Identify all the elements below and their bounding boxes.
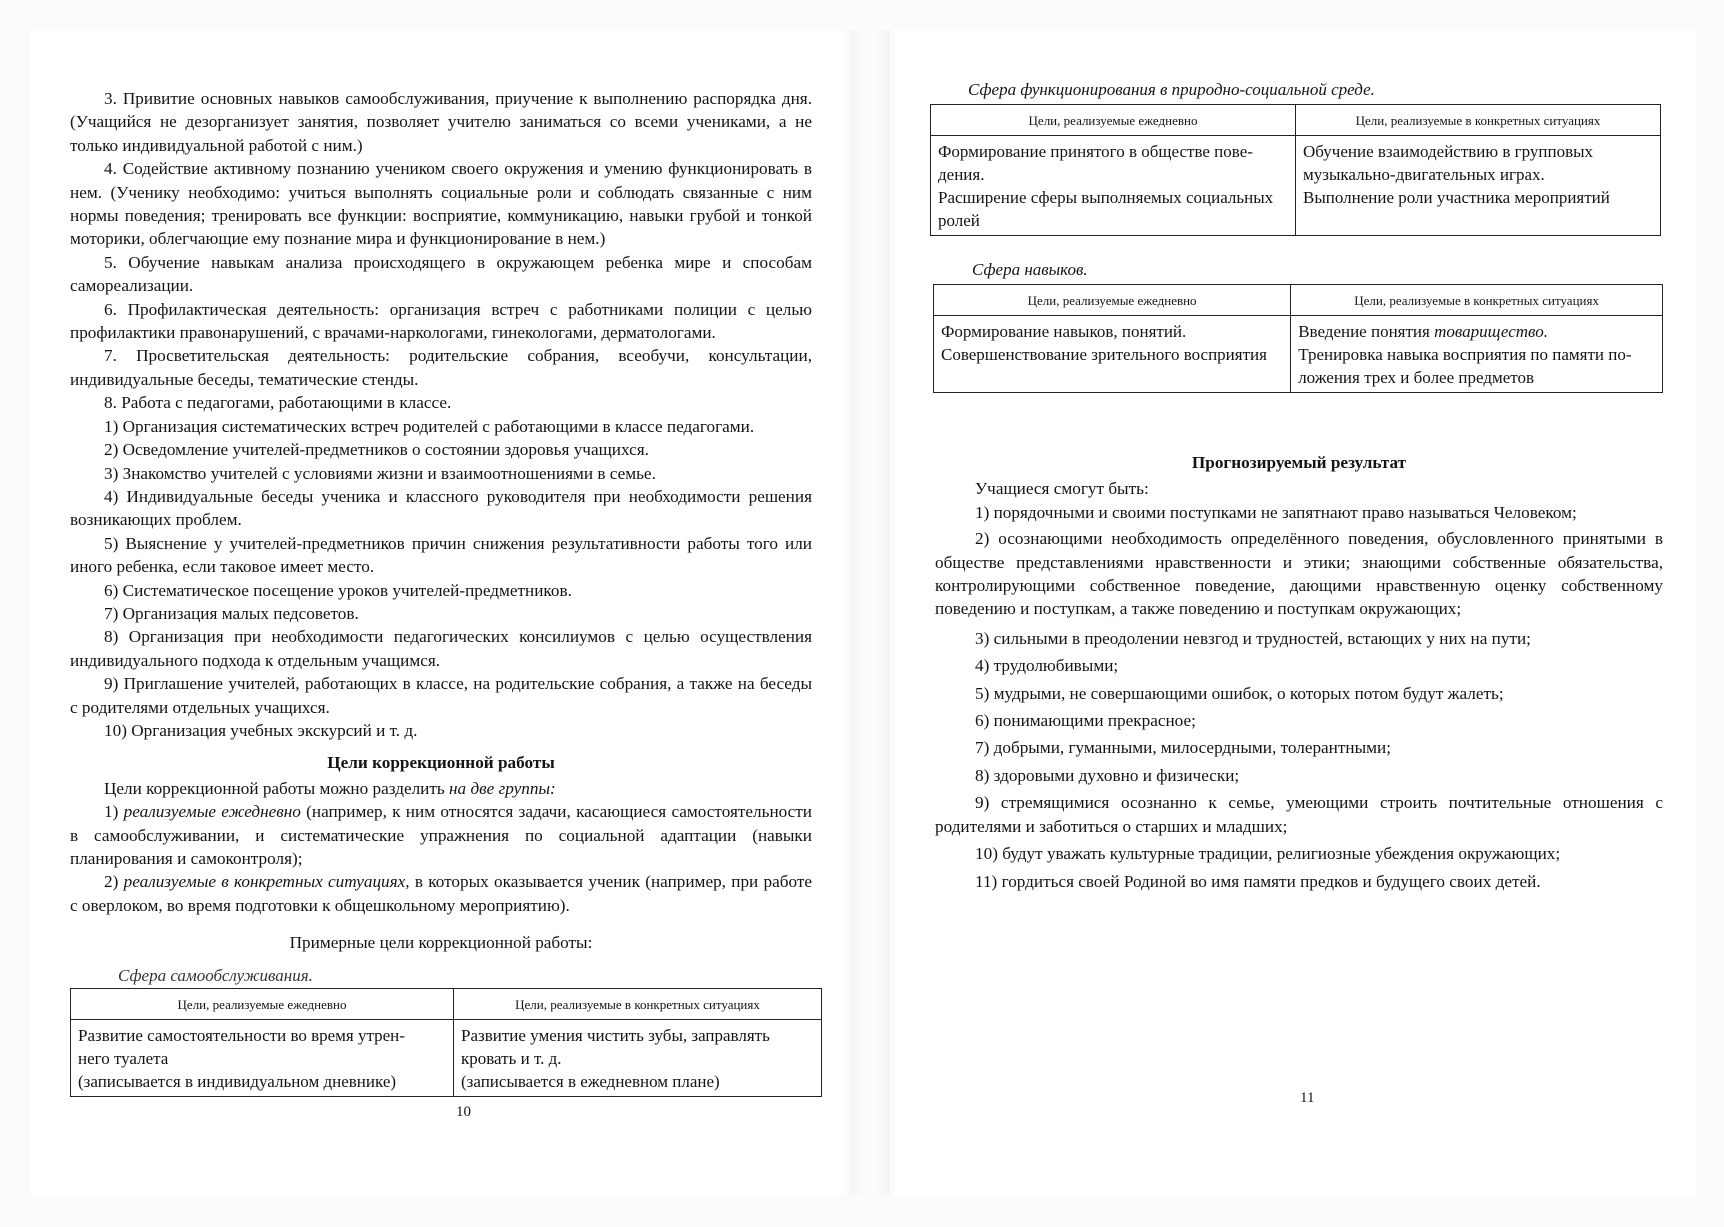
paragraph: 9) Приглашение учителей, работающих в классе, на родительские собрания, а также на беседы с родителями отдельных учащихся. xyxy=(70,674,812,717)
page-number: 10 xyxy=(456,1104,471,1120)
paragraph: 1) Организация систематических встреч родителей с работающими в классе педагогами. xyxy=(104,416,755,436)
table-header-cell: Цели, реализуемые ежедневно xyxy=(71,989,454,1020)
result-item: 9) стремящимися осознанно к семье, умеющими строить почтительные отношения с родителями и заботиться о старших и младших; xyxy=(935,793,1663,836)
cell-line: ложения трех и более предметов xyxy=(1298,368,1535,387)
table-row xyxy=(71,1020,822,1097)
table-header-cell: Цели, реализуемые ежедневно xyxy=(934,285,1291,316)
result-item: 5) мудрыми, не совершающими ошибок, о которых потом будут жалеть; xyxy=(975,683,1504,703)
paragraph: 5. Обучение навыкам анализа происходящего в окружающем ребенка мире и способам самореализации. xyxy=(70,252,812,296)
cell-line: дения. xyxy=(938,165,985,184)
table-caption: Сфера навыков. xyxy=(972,260,1088,279)
section-heading: Цели коррекционной работы xyxy=(327,753,555,773)
table-header-row xyxy=(931,105,1661,136)
skills-table xyxy=(933,284,1663,393)
result-item: 6) понимающими прекрасное; xyxy=(975,711,1196,731)
paragraph: 3) Знакомство учителей с условиями жизни и взаимоотношениями в семье. xyxy=(104,463,656,483)
result-item: 7) добрыми, гуманными, милосердными, толерантными; xyxy=(975,738,1391,758)
table-header-cell: Цели, реализуемые в конкретных ситуациях xyxy=(1296,105,1661,136)
cell-line: него туалета xyxy=(78,1049,169,1068)
result-item: 3) сильными в преодолении невзгод и трудностей, встающих у них на пути; xyxy=(975,628,1531,648)
intro-italic: на две группы: xyxy=(449,778,556,798)
cell-line: Формирование принятого в обществе пове- xyxy=(938,142,1253,161)
paragraph: 8) Организация при необходимости педагогических консилиумов с целью осуществления индивидуального подхода к отдельным учащимся. xyxy=(70,627,812,670)
cell-line: Обучение взаимодействию в групповых xyxy=(1303,142,1594,161)
group-1-text: (например, к ним относятся задачи, касающиеся самостоятельности в самообслуживании, и систематические упражнения по социальной адаптации (навыки планирования и самоконтроля); xyxy=(70,802,813,868)
left-page-text xyxy=(70,87,812,955)
group-2-paragraph xyxy=(70,870,812,917)
result-item: 11) гордиться своей Родиной во имя памяти предков и будущего своих детей. xyxy=(975,871,1541,891)
table-row xyxy=(934,316,1663,393)
paragraph: 4. Содействие активному познанию учеником своего окружения и умению функционировать в нем. (Ученику необходимо: учиться выполнять социальные роли и соблюдать связанные с ним нормы поведения; тренировать все функции: восприятие, коммуникацию, навыки грубой и тонкой моторики, облегчающие ему познание мира и функционирование в нем.) xyxy=(70,159,812,249)
paragraph: 2) Осведомление учителей-предметников о состоянии здоровья учащихся. xyxy=(104,440,649,460)
table-header-row xyxy=(934,285,1663,316)
cell-line: Формирование навыков, понятий. xyxy=(941,322,1187,341)
table-cell xyxy=(454,1020,822,1097)
section-heading: Прогнозируемый результат xyxy=(1191,453,1407,472)
table-cell xyxy=(931,136,1296,236)
cell-line: Расширение сферы выполняемых социальных xyxy=(938,188,1274,207)
result-item: 10) будут уважать культурные традиции, религиозные убеждения окружающих; xyxy=(975,844,1561,864)
table-header-cell: Цели, реализуемые в конкретных ситуациях xyxy=(454,989,822,1020)
table-caption: Сфера самообслуживания. xyxy=(118,966,313,985)
cell-line xyxy=(1298,320,1656,343)
paragraph: 7) Организация малых педсоветов. xyxy=(104,603,359,623)
table-cell xyxy=(1296,136,1661,236)
group-1-term: реализуемые ежедневно xyxy=(123,802,301,822)
cell-line: Развитие умения чистить зубы, заправлять xyxy=(461,1026,770,1045)
group-2-term: реализуемые в конкретных ситуациях, xyxy=(123,872,410,892)
cell-line: Совершенствование зрительного восприятия xyxy=(941,345,1267,364)
group-2-number: 2) xyxy=(104,872,119,892)
book-gutter xyxy=(850,30,890,1195)
result-item: 4) трудолюбивыми; xyxy=(975,656,1119,676)
intro-paragraph xyxy=(70,777,812,800)
paragraph: 10) Организация учебных экскурсий и т. д. xyxy=(104,720,418,740)
cell-line: Выполнение роли участника мероприятий xyxy=(1303,188,1610,207)
table-caption: Сфера функционирования в природно-социальной среде. xyxy=(968,80,1375,99)
paragraph: 5) Выяснение у учителей-предметников причин снижения результативности работы того или иного ребенка, если таковое имеет место. xyxy=(70,533,812,577)
cell-text: Введение понятия xyxy=(1298,322,1430,341)
intro-text: Цели коррекционной работы можно разделить xyxy=(104,778,445,798)
table-header-cell: Цели, реализуемые в конкретных ситуациях xyxy=(1291,285,1663,316)
right-page-text xyxy=(935,451,1663,893)
cell-line: кровать и т. д. xyxy=(461,1049,562,1068)
table-cell xyxy=(71,1020,454,1097)
paragraph: 4) Индивидуальные беседы ученика и классного руководителя при необходимости решения возникающих проблем. xyxy=(70,486,812,530)
group-1-paragraph xyxy=(70,800,812,870)
subheading: Примерные цели коррекционной работы: xyxy=(289,933,593,953)
result-item: 2) осознающими необходимость определённого поведения, обусловленного принятыми в обществе представлениями нравственности и этики; знающими собственные обязательства, контролирующими собственное поведение, дающими нравственную оценку собственному поведению и поступкам, а также поведению и поступкам окружающих; xyxy=(935,529,1663,619)
table-header-cell: Цели, реализуемые ежедневно xyxy=(931,105,1296,136)
group-2-text: в которых оказывается ученик (например, при работе с оверлоком, во время подготовки к общешкольному мероприятию). xyxy=(70,872,812,915)
right-page xyxy=(895,30,1695,1195)
intro-line: Учащиеся смогут быть: xyxy=(975,479,1149,499)
paragraph: 3. Привитие основных навыков самообслуживания, приучение к выполнению распорядка дня. (Учащийся не дезорганизует занятия, позволяет учителю заниматься со всеми учениками, а не только индивидуальной работой с ним.) xyxy=(70,89,812,155)
environment-table xyxy=(930,104,1661,236)
cell-line: музыкально-двигательных играх. xyxy=(1303,165,1545,184)
cell-line: ролей xyxy=(938,211,980,230)
table-cell xyxy=(1291,316,1663,393)
result-item: 8) здоровыми духовно и физически; xyxy=(975,765,1240,785)
cell-line: (записывается в индивидуальном дневнике) xyxy=(78,1072,397,1091)
paragraph: 6. Профилактическая деятельность: организация встреч с работниками полиции с целью профилактики правонарушений, с врачами-наркологами, гинекологами, дерматологами. xyxy=(70,299,812,343)
left-page xyxy=(30,30,845,1195)
table-cell xyxy=(934,316,1291,393)
page-number: 11 xyxy=(1300,1090,1315,1106)
table-row xyxy=(931,136,1661,236)
table-header-row xyxy=(71,989,822,1020)
cell-line: (записывается в ежедневном плане) xyxy=(461,1072,720,1091)
cell-italic-term: товарищество. xyxy=(1434,322,1548,341)
cell-line: Развитие самостоятельности во время утрен- xyxy=(78,1026,405,1045)
cell-line: Тренировка навыка восприятия по памяти по- xyxy=(1298,345,1632,364)
paragraph: 6) Систематическое посещение уроков учителей-предметников. xyxy=(104,580,572,600)
self-care-table xyxy=(70,988,822,1097)
result-item: 1) порядочными и своими поступками не запятнают право называться Человеком; xyxy=(975,502,1577,522)
group-1-number: 1) xyxy=(104,802,119,822)
paragraph: 8. Работа с педагогами, работающими в классе. xyxy=(104,393,452,413)
paragraph: 7. Просветительская деятельность: родительские собрания, всеобучи, консультации, индивидуальные беседы, тематические стенды. xyxy=(70,346,812,389)
